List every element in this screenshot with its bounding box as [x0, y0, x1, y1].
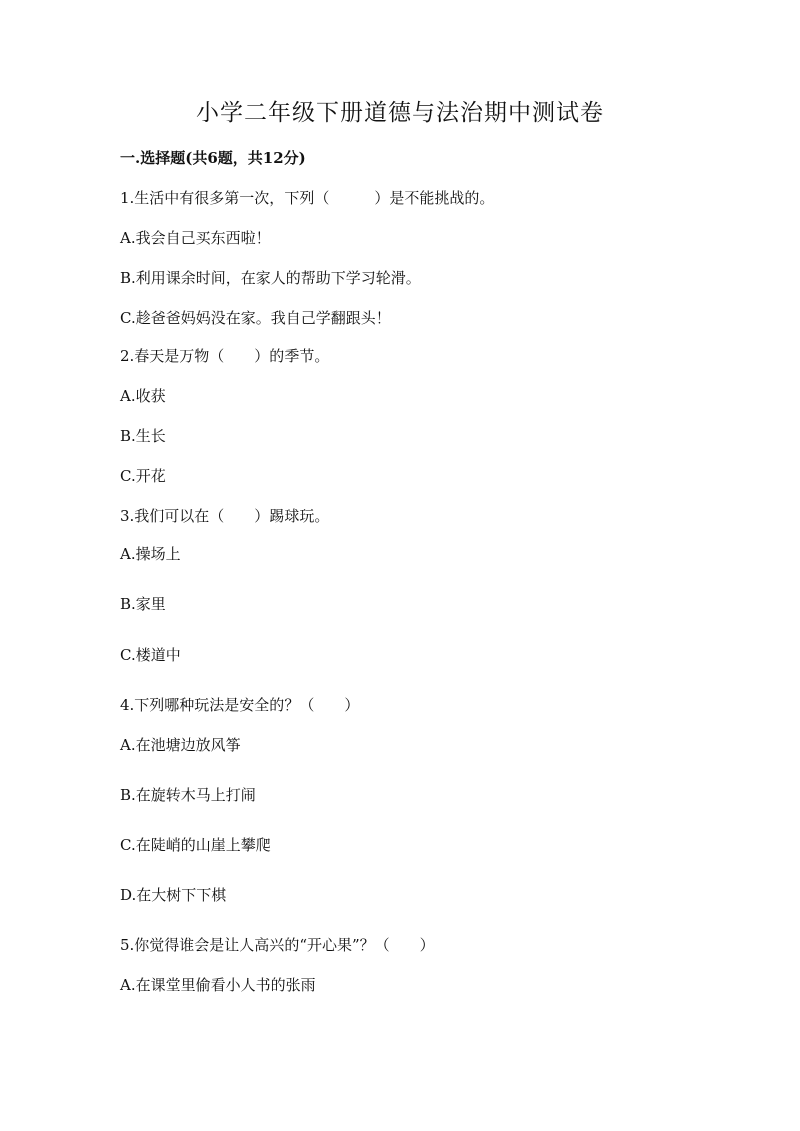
- page-title: 小学二年级下册道德与法治期中测试卷: [196, 100, 604, 126]
- question-stem: 2.春天是万物（ ）的季节。: [120, 347, 330, 365]
- answer-option: C.楼道中: [120, 646, 181, 664]
- answer-option: A.收获: [120, 387, 166, 405]
- answer-option: A.操场上: [120, 545, 181, 563]
- section-heading: 一.选择题(共6题，共12分): [120, 149, 306, 167]
- answer-option: D.在大树下下棋: [120, 886, 227, 904]
- answer-option: C.趁爸爸妈妈没在家。我自己学翻跟头！: [120, 309, 391, 327]
- answer-option: C.在陡峭的山崖上攀爬: [120, 836, 271, 854]
- answer-option: B.生长: [120, 427, 166, 445]
- question-stem: 3.我们可以在（ ）踢球玩。: [120, 507, 330, 525]
- answer-option: A.我会自己买东西啦！: [120, 229, 271, 247]
- answer-option: B.利用课余时间，在家人的帮助下学习轮滑。: [120, 269, 421, 287]
- answer-option: C.开花: [120, 467, 166, 485]
- question-stem: 1.生活中有很多第一次，下列（ ）是不能挑战的。: [120, 189, 495, 207]
- answer-option: B.在旋转木马上打闹: [120, 786, 256, 804]
- answer-option: B.家里: [120, 595, 166, 613]
- answer-option: A.在池塘边放风筝: [120, 736, 241, 754]
- answer-option: A.在课堂里偷看小人书的张雨: [120, 976, 316, 994]
- question-stem: 5.你觉得谁会是让人高兴的“开心果”？（ ）: [120, 936, 435, 954]
- question-stem: 4.下列哪种玩法是安全的？（ ）: [120, 696, 360, 714]
